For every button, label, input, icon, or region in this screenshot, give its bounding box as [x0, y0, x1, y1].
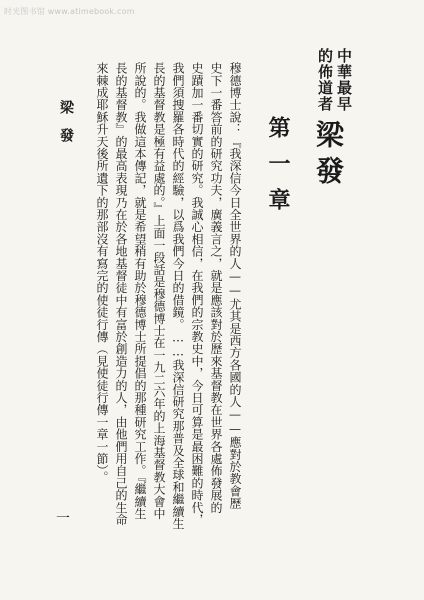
text-column: 穆德博士說：『我深信今日全世界的人——尤其是西方各國的人——應對於教會歷 — [228, 62, 242, 510]
text-column: 史下一番答前的研究功夫，廣義言之，就是應該對於歷來基督教在世界各處佈發展的 — [209, 62, 223, 514]
text-column: 我們須捜羅各時代的經驗，以爲我們今日的借鏡。……我深信研究那普及全球和繼續生 — [171, 62, 185, 530]
text-column: 來棘成耶穌升天後所遺下的那部沒有寫完的使徒行傳（見使徒行傳一章一節）。 — [95, 62, 109, 483]
text-column: 長的基督教是極有益處的。』上面一段話是穆德博士在一九二六年的上海基督教大會中 — [152, 62, 166, 520]
author-name: 梁發 — [312, 120, 345, 192]
series-title-line-1: 中華最早 — [335, 48, 353, 112]
text-column: 史蹟加一番切實的研究。我誠心相信，在我們的宗教史中，今日可算是最困難的時代， — [190, 62, 204, 526]
watermark: 时光图书馆 www.atimebook.com — [4, 7, 135, 16]
running-head: 梁發 — [58, 100, 74, 156]
page-number: 一 — [56, 511, 70, 527]
text-column: 長的基督教』的最高表現乃在於各地基督徒中有富於創造力的人，由他們用自己的生命 — [114, 62, 128, 526]
series-title-line-2: 的佈道者 — [316, 48, 334, 112]
text-column: 所說的。我做這本傳記，就是希望稍有助於穆德博士所提倡的那種研究工作。『繼續生 — [133, 62, 147, 520]
chapter-heading: 第一章 — [265, 116, 291, 224]
